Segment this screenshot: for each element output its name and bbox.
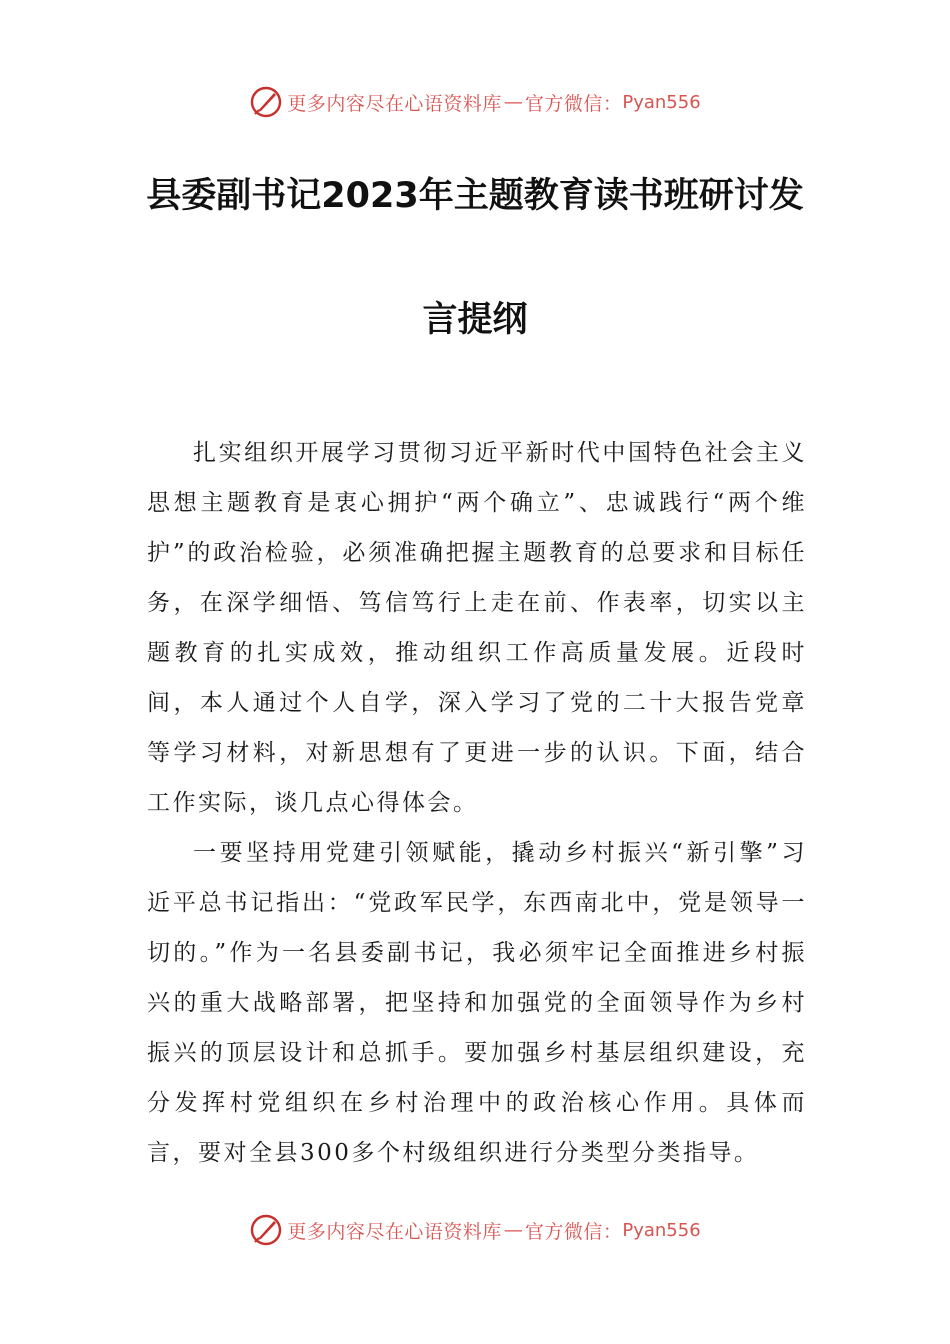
paragraph-2: 一要坚持用党建引领赋能，撬动乡村振兴“新引擎”习近平总书记指出：“党政军民学，东西南北中，党是领导一切的。”作为一名县委副书记，我必须牢记全面推进乡村振兴的重大战略部署，把坚持和加强党的全面领导作为乡村振兴的顶层设计和总抓手。要加强乡村基层组织建设，充分发挥村党组织在乡村治理中的政治核心作用。具体而言，要对全县300多个村级组织进行分类型分类指导。 — [147, 840, 807, 1166]
document-title-line1: 县委副书记2023年主题教育读书班研讨发 — [146, 176, 804, 216]
quill-circle-logo-icon — [249, 85, 283, 119]
watermark-dash: — — [503, 1219, 523, 1241]
watermark-wechat-id: Pyan556 — [622, 91, 701, 113]
paragraph-1: 扎实组织开展学习贯彻习近平新时代中国特色社会主义思想主题教育是衷心拥护“两个确立”、忠诚践行“两个维护”的政治检验，必须准确把握主题教育的总要求和目标任务，在深学细悟、笃信笃行上走在前、作表率，切实以主题教育的扎实成效，推动组织工作高质量发展。近段时间，本人通过个人自学，深入学习了党的二十大报告党章等学习材料，对新思想有了更进一步的认识。下面，结合工作实际，谈几点心得体会。 — [147, 440, 807, 816]
footer-watermark — [0, 1210, 950, 1250]
header-watermark — [0, 82, 950, 122]
watermark-label: 官方微信： — [524, 1220, 623, 1243]
quill-circle-logo-icon — [249, 1213, 283, 1247]
document-body — [147, 428, 807, 1178]
watermark-dash: — — [503, 91, 523, 113]
watermark-text: 更多内容尽在心语资料库 — [287, 1220, 502, 1243]
watermark-label: 官方微信： — [524, 92, 623, 115]
watermark-wechat-id: Pyan556 — [622, 1219, 701, 1241]
document-title-line2: 言提纲 — [422, 300, 528, 340]
watermark-text: 更多内容尽在心语资料库 — [287, 92, 502, 115]
